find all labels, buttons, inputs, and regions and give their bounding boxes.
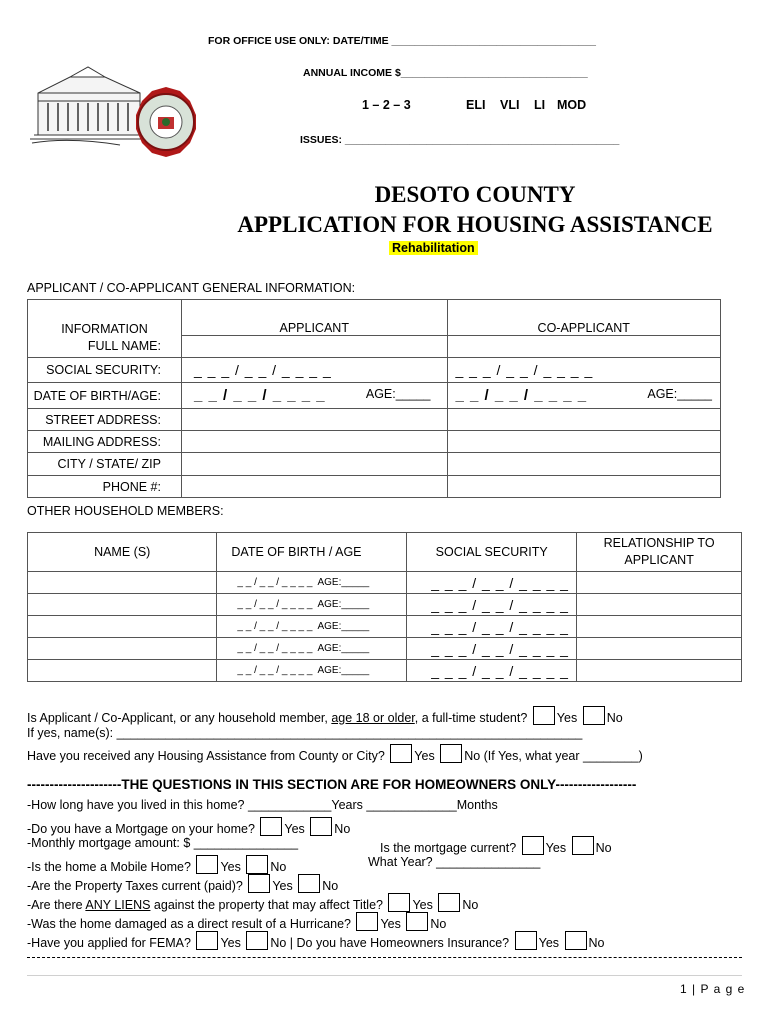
current-no-label: No <box>595 841 612 855</box>
co-applicant-phone-field[interactable] <box>447 476 721 498</box>
office-category-vli: VLI <box>500 98 520 112</box>
question-liens-text-b: against the property that may affect Title? <box>150 898 383 912</box>
member-ssn-template: _ _ _ / _ _ / _ _ _ _ <box>431 640 569 657</box>
question-student <box>27 706 623 725</box>
liens-no-checkbox[interactable] <box>438 893 460 912</box>
mobile-yes-label: Yes <box>220 860 241 874</box>
office-issues: ISSUES: _______________________________________________ <box>300 134 620 146</box>
label-full-name: FULL NAME: <box>28 336 182 358</box>
question-mortgage <box>27 817 350 836</box>
header-relationship-line1: RELATIONSHIP TO <box>603 536 715 550</box>
member-dob-field[interactable] <box>217 660 407 682</box>
applicant-dob-field[interactable] <box>181 383 447 409</box>
member-name-field[interactable] <box>28 660 217 682</box>
current-yes-checkbox[interactable] <box>522 836 544 855</box>
title-county: DESOTO COUNTY <box>374 182 576 207</box>
office-date-time: FOR OFFICE USE ONLY: DATE/TIME ___________________________________ <box>208 35 596 47</box>
member-ssn-field[interactable] <box>407 638 577 660</box>
page-number: 1 | P a g e <box>680 982 746 996</box>
household-heading: OTHER HOUSEHOLD MEMBERS: <box>27 504 224 518</box>
question-taxes-text: -Are the Property Taxes current (paid)? <box>27 879 243 893</box>
household-table <box>27 532 742 682</box>
header-dob-age: DATE OF BIRTH / AGE <box>217 533 407 572</box>
header-relationship <box>577 533 742 572</box>
hurricane-yes-checkbox[interactable] <box>356 912 378 931</box>
label-social-security: SOCIAL SECURITY: <box>28 358 182 383</box>
row-phone <box>28 476 721 498</box>
student-yes-label: Yes <box>556 711 578 725</box>
label-street-address: STREET ADDRESS: <box>28 409 182 431</box>
label-date-of-birth: DATE OF BIRTH/AGE: <box>28 383 182 409</box>
fema-yes-checkbox[interactable] <box>196 931 218 950</box>
question-names: If yes, name(s): ___________________________________________________________________ <box>27 726 583 740</box>
question-liens-text-a: -Are there <box>27 898 86 912</box>
household-row <box>28 638 742 660</box>
member-ssn-field[interactable] <box>407 616 577 638</box>
member-dob-field[interactable] <box>217 638 407 660</box>
question-liens-underlined: ANY LIENS <box>85 898 151 912</box>
question-student-underlined: age 18 or older <box>331 711 415 725</box>
title-application: APPLICATION FOR HOUSING ASSISTANCE <box>237 212 713 237</box>
applicant-ssn-field[interactable] <box>181 358 447 383</box>
member-ssn-template: _ _ _ / _ _ / _ _ _ _ <box>431 618 569 635</box>
assistance-yes-checkbox[interactable] <box>390 744 412 763</box>
hurricane-yes-label: Yes <box>380 917 401 931</box>
liens-yes-checkbox[interactable] <box>388 893 410 912</box>
member-dob-template: _ _ / _ _ / _ _ _ _ <box>237 599 313 610</box>
member-dob-field[interactable] <box>217 572 407 594</box>
question-fema <box>27 931 605 950</box>
office-category-eli: ELI <box>466 98 486 112</box>
member-age-label: AGE:_____ <box>317 577 370 588</box>
member-dob-field[interactable] <box>217 616 407 638</box>
member-ssn-field[interactable] <box>407 660 577 682</box>
household-row <box>28 660 742 682</box>
member-name-field[interactable] <box>28 616 217 638</box>
mortgage-yes-label: Yes <box>284 822 305 836</box>
applicant-phone-field[interactable] <box>181 476 447 498</box>
current-no-checkbox[interactable] <box>572 836 594 855</box>
member-ssn-field[interactable] <box>407 594 577 616</box>
co-applicant-mailing-field[interactable] <box>447 431 721 453</box>
mortgage-no-checkbox[interactable] <box>310 817 332 836</box>
co-applicant-full-name-field[interactable] <box>447 336 721 358</box>
hurricane-no-checkbox[interactable] <box>406 912 428 931</box>
question-hurricane <box>27 912 446 931</box>
co-applicant-street-field[interactable] <box>447 409 721 431</box>
mortgage-yes-checkbox[interactable] <box>260 817 282 836</box>
row-mailing-address <box>28 431 721 453</box>
student-no-label: No <box>606 711 623 725</box>
applicant-mailing-field[interactable] <box>181 431 447 453</box>
question-lived: -How long have you lived in this home? ____________Years _____________Months <box>27 798 498 812</box>
applicant-age-label: AGE:_____ <box>365 387 431 401</box>
rehabilitation-highlight: Rehabilitation <box>389 241 478 255</box>
member-relationship-field[interactable] <box>577 638 742 660</box>
header-information: INFORMATION <box>28 300 182 336</box>
taxes-yes-checkbox[interactable] <box>248 874 270 893</box>
label-city-state-zip: CITY / STATE/ ZIP <box>28 453 182 476</box>
member-dob-template: _ _ / _ _ / _ _ _ _ <box>237 665 313 676</box>
applicant-ssn-template: _ _ _ / _ _ / _ _ _ _ <box>193 362 332 378</box>
office-category-mod: MOD <box>557 98 587 112</box>
office-category-numbers: 1 – 2 – 3 <box>362 98 411 112</box>
applicant-full-name-field[interactable] <box>181 336 447 358</box>
question-mobile-home <box>27 855 286 874</box>
question-student-end: , a full-time student? <box>414 711 528 725</box>
footer-rule <box>27 975 742 976</box>
member-age-label: AGE:_____ <box>317 643 370 654</box>
member-dob-template: _ _ / _ _ / _ _ _ _ <box>237 577 313 588</box>
taxes-yes-label: Yes <box>272 879 293 893</box>
question-mortgage-current <box>380 836 612 855</box>
header-social-security: SOCIAL SECURITY <box>407 533 577 572</box>
assistance-no-label: No (If Yes, what year ________) <box>464 749 643 763</box>
member-name-field[interactable] <box>28 638 217 660</box>
row-date-of-birth <box>28 383 721 409</box>
question-assistance <box>27 744 643 763</box>
applicant-dob-template: _ _ / _ _ / _ _ _ _ <box>193 387 326 404</box>
co-applicant-ssn-field[interactable] <box>447 358 721 383</box>
header-co-applicant: CO-APPLICANT <box>447 300 721 336</box>
label-mailing-address: MAILING ADDRESS: <box>28 431 182 453</box>
hurricane-no-label: No <box>430 917 447 931</box>
member-name-field[interactable] <box>28 594 217 616</box>
taxes-no-label: No <box>322 879 339 893</box>
co-applicant-age-label: AGE:_____ <box>647 387 712 401</box>
member-relationship-field[interactable] <box>577 616 742 638</box>
mortgage-no-label: No <box>334 822 351 836</box>
assistance-yes-label: Yes <box>414 749 435 763</box>
student-yes-checkbox[interactable] <box>533 706 555 725</box>
member-relationship-field[interactable] <box>577 572 742 594</box>
assistance-no-checkbox[interactable] <box>440 744 462 763</box>
row-street-address <box>28 409 721 431</box>
mobile-yes-checkbox[interactable] <box>196 855 218 874</box>
row-social-security <box>28 358 721 383</box>
insurance-yes-label: Yes <box>538 936 560 950</box>
member-dob-template: _ _ / _ _ / _ _ _ _ <box>237 643 313 654</box>
question-mortgage-text: -Do you have a Mortgage on your home? <box>27 822 255 836</box>
question-monthly-mortgage: -Monthly mortgage amount: $ _______________ <box>27 836 299 850</box>
co-applicant-dob-field[interactable] <box>447 383 721 409</box>
member-age-label: AGE:_____ <box>317 621 370 632</box>
homeowners-header: ---------------------THE QUESTIONS IN THIS SECTION ARE FOR HOMEOWNERS ONLY------------------ <box>27 777 637 792</box>
co-applicant-city-field[interactable] <box>447 453 721 476</box>
mobile-no-checkbox[interactable] <box>246 855 268 874</box>
header-relationship-line2: APPLICANT <box>624 553 694 567</box>
question-liens <box>27 893 478 912</box>
question-student-text: Is Applicant / Co-Applicant, or any household member, <box>27 711 332 725</box>
liens-yes-label: Yes <box>412 898 433 912</box>
member-dob-field[interactable] <box>217 594 407 616</box>
household-row <box>28 594 742 616</box>
question-what-year: What Year? _______________ <box>368 855 541 869</box>
mobile-no-label: No <box>270 860 287 874</box>
household-row <box>28 572 742 594</box>
member-relationship-field[interactable] <box>577 594 742 616</box>
question-hurricane-text: -Was the home damaged as a direct result of a Hurricane? <box>27 917 351 931</box>
insurance-yes-checkbox[interactable] <box>515 931 537 950</box>
applicant-street-field[interactable] <box>181 409 447 431</box>
header-names: NAME (S) <box>28 533 217 572</box>
applicant-city-field[interactable] <box>181 453 447 476</box>
member-age-label: AGE:_____ <box>317 665 370 676</box>
member-ssn-template: _ _ _ / _ _ / _ _ _ _ <box>431 596 569 613</box>
question-fema-text: -Have you applied for FEMA? <box>27 936 191 950</box>
row-full-name <box>28 336 721 358</box>
row-city-state-zip <box>28 453 721 476</box>
fema-no-checkbox[interactable] <box>246 931 268 950</box>
liens-no-label: No <box>462 898 479 912</box>
member-ssn-field[interactable] <box>407 572 577 594</box>
question-mobile-text: -Is the home a Mobile Home? <box>27 860 191 874</box>
office-category-li: LI <box>534 98 546 112</box>
question-current-text: Is the mortgage current? <box>380 841 517 855</box>
office-annual-income: ANNUAL INCOME $________________________________ <box>303 67 588 79</box>
insurance-no-checkbox[interactable] <box>565 931 587 950</box>
taxes-no-checkbox[interactable] <box>298 874 320 893</box>
member-dob-template: _ _ / _ _ / _ _ _ _ <box>237 621 313 632</box>
courthouse-seal-logo <box>30 65 210 185</box>
student-no-checkbox[interactable] <box>583 706 605 725</box>
label-phone: PHONE #: <box>28 476 182 498</box>
question-assistance-text: Have you received any Housing Assistance from County or City? <box>27 749 385 763</box>
insurance-no-label: No <box>588 936 605 950</box>
general-info-table <box>27 299 721 498</box>
member-relationship-field[interactable] <box>577 660 742 682</box>
household-row <box>28 616 742 638</box>
fema-yes-label: Yes <box>220 936 241 950</box>
member-age-label: AGE:_____ <box>317 599 370 610</box>
general-info-heading: APPLICANT / CO-APPLICANT GENERAL INFORMATION: <box>27 281 356 295</box>
co-applicant-ssn-template: _ _ _ / _ _ / _ _ _ _ <box>455 362 594 378</box>
header-applicant: APPLICANT <box>181 300 447 336</box>
current-yes-label: Yes <box>545 841 567 855</box>
co-applicant-dob-template: _ _ / _ _ / _ _ _ _ <box>455 387 588 404</box>
member-name-field[interactable] <box>28 572 217 594</box>
member-ssn-template: _ _ _ / _ _ / _ _ _ _ <box>431 574 569 591</box>
question-property-taxes <box>27 874 338 893</box>
fema-insurance-text: No | Do you have Homeowners Insurance? <box>270 936 510 950</box>
member-ssn-template: _ _ _ / _ _ / _ _ _ _ <box>431 662 569 679</box>
section-divider <box>27 957 742 958</box>
